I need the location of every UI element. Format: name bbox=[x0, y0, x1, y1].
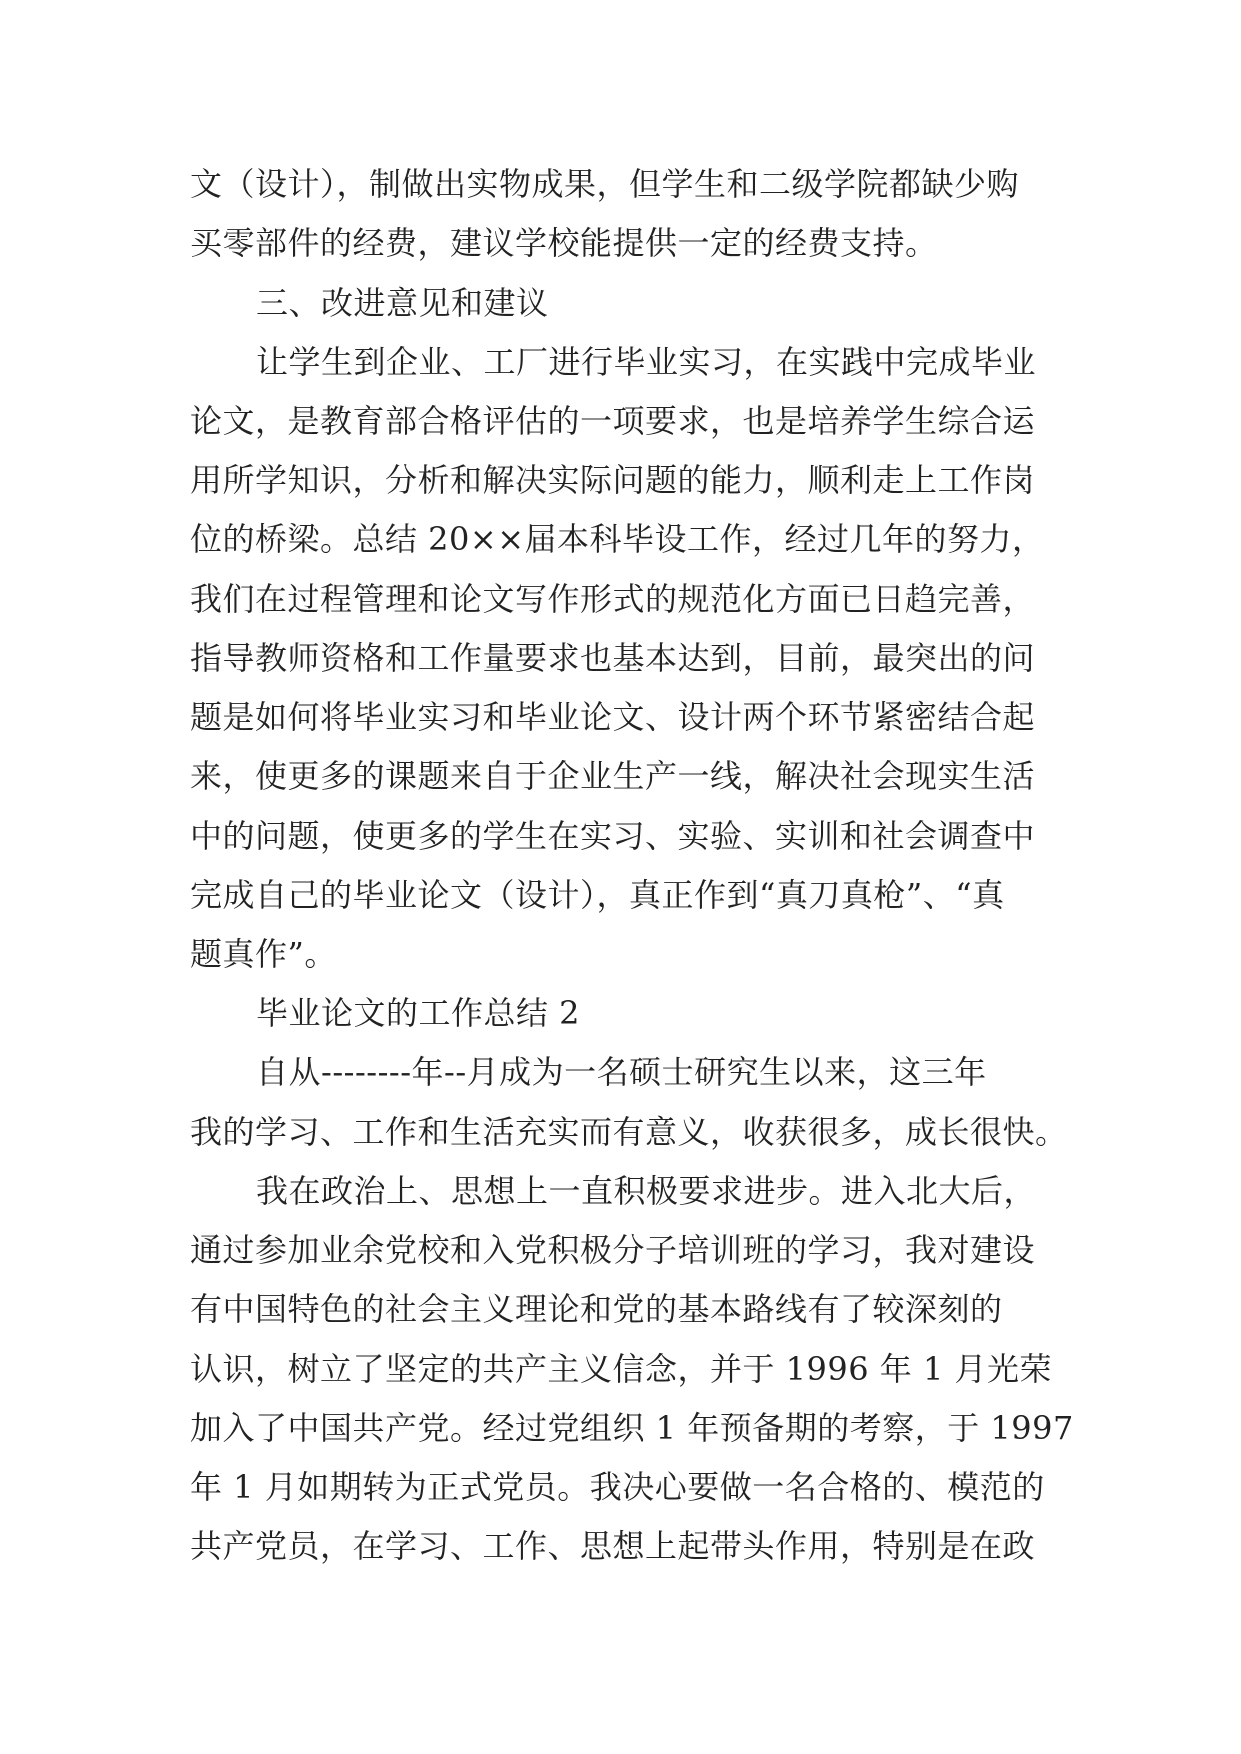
text-line: 论文，是教育部合格评估的一项要求，也是培养学生综合运 bbox=[190, 402, 1036, 440]
paragraph-start: 我在政治上、思想上一直积极要求进步。进入北大后， bbox=[256, 1172, 1037, 1210]
text-line: 题是如何将毕业实习和毕业论文、设计两个环节紧密结合起 bbox=[190, 698, 1036, 736]
paragraph-start: 自从--------年--月成为一名硕士研究生以来，这三年 bbox=[256, 1053, 987, 1091]
text-line: 中的问题，使更多的学生在实习、实验、实训和社会调查中 bbox=[190, 817, 1036, 855]
text-line: 文（设计），制做出实物成果，但学生和二级学院都缺少购 bbox=[190, 165, 1020, 203]
text-line: 位的桥梁。总结 20××届本科毕设工作，经过几年的努力， bbox=[190, 520, 1045, 558]
text-line: 通过参加业余党校和入党积极分子培训班的学习，我对建设 bbox=[190, 1231, 1036, 1269]
text-line: 指导教师资格和工作量要求也基本达到，目前，最突出的问 bbox=[190, 639, 1036, 677]
text-line: 用所学知识，分析和解决实际问题的能力，顺利走上工作岗 bbox=[190, 461, 1036, 499]
text-line: 我们在过程管理和论文写作形式的规范化方面已日趋完善， bbox=[190, 580, 1036, 618]
text-line: 买零部件的经费，建议学校能提供一定的经费支持。 bbox=[190, 224, 938, 262]
text-line: 认识，树立了坚定的共产主义信念，并于 1996 年 1 月光荣 bbox=[190, 1350, 1052, 1388]
paragraph-start: 让学生到企业、工厂进行毕业实习，在实践中完成毕业 bbox=[256, 343, 1037, 381]
text-line: 来，使更多的课题来自于企业生产一线，解决社会现实生活 bbox=[190, 757, 1036, 795]
text-line: 共产党员，在学习、工作、思想上起带头作用，特别是在政 bbox=[190, 1527, 1036, 1565]
text-line: 年 1 月如期转为正式党员。我决心要做一名合格的、模范的 bbox=[190, 1468, 1045, 1506]
text-line: 有中国特色的社会主义理论和党的基本路线有了较深刻的 bbox=[190, 1290, 1003, 1328]
text-line: 加入了中国共产党。经过党组织 1 年预备期的考察，于 1997 bbox=[190, 1409, 1074, 1447]
text-line: 题真作”。 bbox=[190, 935, 337, 973]
section-heading: 三、改进意见和建议 bbox=[256, 284, 549, 322]
section-title: 毕业论文的工作总结 2 bbox=[256, 994, 581, 1032]
text-line: 完成自己的毕业论文（设计），真正作到“真刀真枪”、“真 bbox=[190, 876, 1005, 914]
text-line: 我的学习、工作和生活充实而有意义，收获很多，成长很快。 bbox=[190, 1113, 1068, 1151]
